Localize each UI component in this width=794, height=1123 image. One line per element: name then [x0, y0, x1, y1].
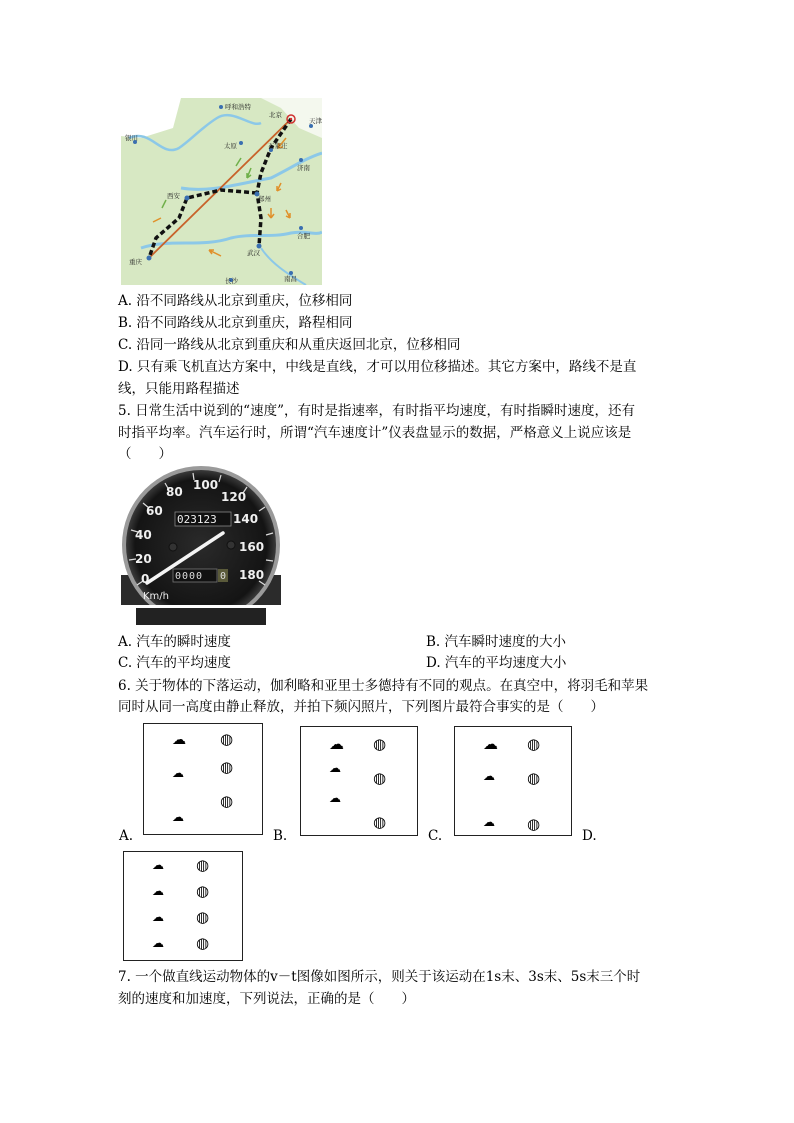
gauge-zero: 0 — [141, 572, 150, 586]
q5-stem: 5. 日常生活中说到的“速度”，有时是指速率，有时指平均速度，有时指瞬时速度，还有 — [118, 403, 635, 419]
gauge-tick: 40 — [135, 528, 152, 542]
q5-stem: （ ） — [118, 446, 172, 462]
city-label: 重庆 — [129, 258, 142, 266]
gauge-tick: 180 — [239, 568, 265, 582]
q6-label-b: B. — [273, 828, 288, 844]
q7-stem: 刻的速度和加速度，下列说法，正确的是（ ） — [118, 991, 415, 1007]
city-label: 郑州 — [258, 195, 271, 203]
gauge-tick: 20 — [135, 552, 152, 566]
china-route-map — [121, 98, 322, 285]
city-label: 呼和浩特 — [225, 103, 251, 111]
city-label: 石家庄 — [268, 142, 288, 150]
apple-icon: ◍ — [373, 813, 387, 831]
unit-label: Km/h — [143, 591, 170, 602]
feather-icon: ☁ — [172, 732, 186, 748]
city-label: 北京 — [269, 111, 282, 119]
q4-option-c: C. 沿同一路线从北京到重庆和从重庆返回北京，位移相同 — [118, 337, 461, 353]
trip-reading: 0000 — [175, 571, 204, 582]
gauge-tick: 160 — [239, 540, 265, 554]
q4-option-d-cont: 线，只能用路程描述 — [118, 381, 240, 397]
apple-icon: ◍ — [527, 769, 541, 787]
feather-icon: ☁ — [483, 735, 498, 753]
feather-icon: ☁ — [329, 761, 341, 775]
city-label: 南昌 — [284, 275, 297, 283]
apple-icon: ◍ — [373, 769, 387, 787]
q4-option-d: D. 只有乘飞机直达方案中，中线是直线，才可以用位移描述。其它方案中，路线不是直 — [118, 359, 637, 375]
apple-icon: ◍ — [196, 908, 210, 926]
city-label: 济南 — [297, 164, 310, 172]
q4-option-a: A. 沿不同路线从北京到重庆，位移相同 — [118, 293, 353, 309]
feather-icon: ☁ — [172, 810, 184, 824]
speedometer — [121, 465, 281, 625]
city-label: 天津 — [309, 117, 322, 125]
city-label: 西安 — [167, 192, 180, 200]
q6-label-a: A. — [119, 828, 134, 844]
apple-icon: ◍ — [527, 735, 541, 753]
strobe-photo-d — [123, 851, 243, 961]
apple-icon: ◍ — [527, 815, 541, 833]
q6-stem: 同时从同一高度由静止释放，并拍下频闪照片，下列图片最符合事实的是（ ） — [118, 699, 604, 715]
trip-reading-last: 0 — [220, 571, 227, 582]
gauge-tick: 120 — [221, 490, 247, 504]
city-label: 太原 — [224, 142, 237, 150]
city-label: 银川 — [125, 134, 138, 142]
q5-option-b: B. 汽车瞬时速度的大小 — [426, 634, 567, 650]
strobe-photo-b — [300, 726, 418, 836]
apple-icon: ◍ — [220, 730, 234, 748]
city-label: 武汉 — [247, 249, 260, 257]
q5-option-a: A. 汽车的瞬时速度 — [118, 634, 231, 650]
apple-icon: ◍ — [220, 792, 234, 810]
q6-stem: 6. 关于物体的下落运动，伽利略和亚里士多德持有不同的观点。在真空中，将羽毛和苹果 — [118, 678, 649, 694]
strobe-photo-c — [454, 726, 572, 836]
q5-option-d: D. 汽车的平均速度大小 — [426, 655, 567, 671]
feather-icon: ☁ — [329, 735, 344, 753]
gauge-tick: 100 — [193, 478, 219, 492]
q5-stem: 时指平均率。汽车运行时，所谓“汽车速度计”仪表盘显示的数据，严格意义上说应该是 — [118, 425, 632, 441]
gauge-tick: 140 — [233, 512, 259, 526]
gauge-tick: 80 — [166, 485, 183, 499]
odometer-reading: 023123 — [177, 513, 217, 526]
apple-icon: ◍ — [196, 882, 210, 900]
q5-option-c: C. 汽车的平均速度 — [118, 655, 231, 671]
strobe-photo-a — [143, 723, 263, 835]
q4-option-b: B. 沿不同路线从北京到重庆，路程相同 — [118, 315, 353, 331]
q7-stem: 7. 一个做直线运动物体的v－t图像如图所示，则关于该运动在1s末、3s末、5s末三个时 — [118, 969, 641, 985]
q6-label-c: C. — [428, 828, 443, 844]
apple-icon: ◍ — [196, 934, 210, 952]
feather-icon: ☁ — [483, 815, 495, 829]
city-label: 长沙 — [225, 277, 238, 285]
q6-label-d: D. — [582, 828, 597, 844]
gauge-tick: 60 — [146, 504, 163, 518]
feather-icon: ☁ — [152, 936, 164, 950]
apple-icon: ◍ — [196, 856, 210, 874]
city-label: 合肥 — [297, 232, 310, 240]
apple-icon: ◍ — [373, 735, 387, 753]
feather-icon: ☁ — [152, 884, 164, 898]
feather-icon: ☁ — [329, 791, 341, 805]
apple-icon: ◍ — [220, 758, 234, 776]
feather-icon: ☁ — [483, 769, 495, 783]
feather-icon: ☁ — [152, 910, 164, 924]
feather-icon: ☁ — [152, 858, 164, 872]
feather-icon: ☁ — [172, 766, 184, 780]
